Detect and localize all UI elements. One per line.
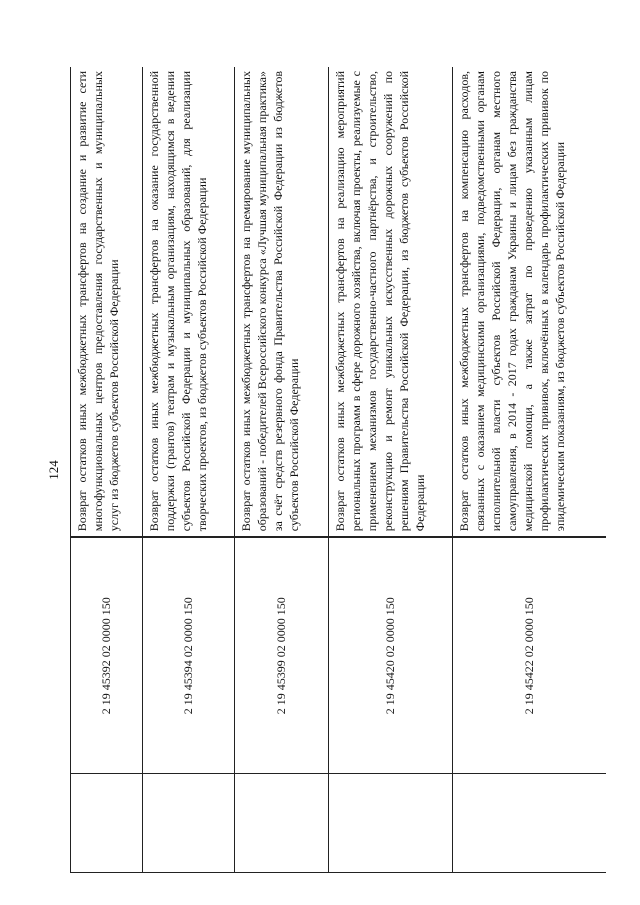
budget-code: 2 19 45394 02 0000 150 (143, 537, 234, 774)
table-row (329, 67, 453, 873)
empty-cell (235, 774, 328, 873)
budget-code: 2 19 45399 02 0000 150 (235, 537, 328, 774)
empty-cell (71, 774, 142, 873)
budget-codes-table (70, 67, 605, 873)
table-row (235, 67, 329, 873)
table-row (143, 67, 235, 873)
empty-cell (143, 774, 234, 873)
rotated-document-page (40, 67, 605, 873)
empty-cell (329, 774, 452, 873)
code-description: Возврат остатков иных межбюджетных трансфертов на компенсацию расходов, связанных с оказанием медицинскими организациями, подведомственными органам исполнительной власти субъектов Российской Федерации, органам местного самоуправления, в 2014 - 2017 годах гражданам Украины и лицам без гражданства медицинской помощи, а также затрат по проведению указанным лицам профилактических прививок, включённых в календарь профилактических прививок по эпидемическим показаниям, из бюджетов субъектов Российской Федерации (453, 67, 606, 537)
empty-cell (453, 774, 606, 873)
code-description: Возврат остатков иных межбюджетных трансфертов на оказание государственной поддержки (грантов) театрам и музыкальным организациям, находящимся в ведении субъектов Российской Федерации и муниципальных образований, для реализации творческих проектов, из бюджетов субъектов Российской Федерации (143, 67, 234, 537)
code-description: Возврат остатков иных межбюджетных трансфертов на реализацию мероприятий региональных программ в сфере дорожного хозяйства, включая проекты, реализуемые с применением механизмов государственно-частного партнёрства, и строительство, реконструкцию и ремонт уникальных искусственных дорожных сооружений по решениям Правительства Российской Федерации, из бюджетов субъектов Российской Федерации (329, 67, 452, 537)
code-description: Возврат остатков иных межбюджетных трансфертов на создание и развитие сети многофункциональных центров предоставления государственных и муниципальных услуг из бюджетов субъектов Российской Федерации (71, 67, 142, 537)
budget-code: 2 19 45392 02 0000 150 (71, 537, 142, 774)
page-number: 124 (46, 460, 61, 480)
table-row (71, 67, 143, 873)
code-description: Возврат остатков иных межбюджетных трансфертов на премирование муниципальных образований - победителей Всероссийского конкурса «Лучшая муниципальная практика» за счёт средств резервного фонда Правительства Российской Федерации из бюджетов субъектов Российской Федерации (235, 67, 328, 537)
table-row (453, 67, 606, 873)
budget-code: 2 19 45422 02 0000 150 (453, 537, 606, 774)
budget-code: 2 19 45420 02 0000 150 (329, 537, 452, 774)
